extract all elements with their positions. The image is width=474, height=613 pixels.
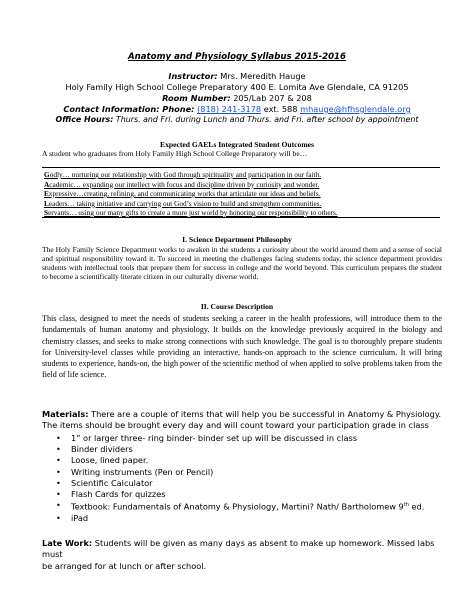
contact-label: Contact Information [63,104,157,114]
office-hours-line [0,115,474,124]
list-item: • Loose, lined paper. [56,455,424,466]
section-course-heading: II. Course Description [200,302,274,311]
list-item: • iPad [56,513,424,524]
section-philosophy-body: The Holy Family Science Department works to awaken in the students a curiosity about the world around them and a sense of social and spiritual responsibility toward it. To succeed in meeting the challenges facing students today, the science department provides students with intellectual tools that prepare them for success in college and the world beyond. This curriculum prepares the student to become a scientifically literate citizen in our culturally diverse world. [42,245,442,282]
list-item: • 1” or larger three- ring binder- binder set up will be discussed in class [56,433,424,444]
page-title: Anatomy and Physiology Syllabus 2015-2016 [127,52,347,62]
list-item: • Flash Cards for quizzes [56,489,424,500]
room-line [0,93,474,103]
gaels-item-servants: Servants… using our many gifts to create a more just world by honoring our responsibility to others. [44,208,338,217]
gaels-item-expressive: Expressive…creating, refining, and communicating works that articulate our ideas and beliefs. [44,189,321,198]
late-work: Late Work: Students will be given as many days as absent to make up homework. Missed labs must be arranged for at lunch or after school. [42,538,435,571]
office-hours-value: Thurs. and Fri. during Lunch and Thurs. and Fri. after school by appointment [113,115,419,124]
list-item: • Binder dividers [56,444,424,455]
gaels-heading: Expected GAELs Integrated Student Outcomes [160,140,314,149]
school-address: Holy Family High School College Preparatory 400 E. Lomita Ave Glendale, CA 91205 [65,82,409,92]
gaels-intro: A student who graduates from Holy Family High School College Preparatory will be… [42,149,308,158]
gaels-item-academic: Academic… expanding our intellect with focus and discipline driven by curiosity and wonder. [44,179,320,189]
gaels-item-leaders: Leaders… taking initiative and carrying out God’s vision to build and strengthen communities. [44,198,322,208]
list-item: • Writing instruments (Pen or Pencil) [56,467,424,478]
section-philosophy-heading: I. Science Department Philosophy [182,235,292,244]
instructor-line [0,71,474,81]
room-label: Room Number: [162,93,231,103]
late-work-label: Late Work: [42,538,93,548]
materials-list [56,433,424,524]
gaels-item-godly: Godly… nurturing our relationship with God through spirituality and participation in our faith. [44,170,322,179]
list-item-textbook: • Textbook: Fundamentals of Anatomy & Physiology, Martini? Nath/ Bartholomew 9th ed. [56,500,424,513]
phone-label: : Phone: [156,104,195,114]
section-course-body: This class, designed to meet the needs of students seeking a career in the health professions, will introduce them to the fundamentals of human anatomy and physiology. It builds on the knowledge previously acquired in the biology and chemistry classes, and seeks to make strong connections with such knowledge. The goal is to thoroughly prepare students for University-level classes while providing an interactive, hands-on approach to the science curriculum. It will bring students to experience, hands-on, the high power of the scientific method of when applied to solve problems taken from the field of life science. [42,314,442,380]
materials-intro: Materials: There are a couple of items that will help you be successful in Anatomy & Physiology. The items should be brought every day and will count toward your participation grade in class [42,409,442,431]
room-value: 205/Lab 207 & 208 [230,93,312,103]
phone-link[interactable]: (818) 241-3178 [197,104,262,114]
list-item: • Scientific Calculator [56,478,424,489]
office-hours-label: Office Hours: [55,115,114,124]
email-link[interactable]: mhauge@hfhsglendale.org [300,104,411,114]
contact-line [0,104,474,114]
materials-label: Materials: [42,409,89,419]
phone-ext: ext. 588 [261,104,301,114]
instructor-name: Mrs. Meredith Hauge [217,71,306,81]
instructor-label: Instructor: [168,71,218,81]
